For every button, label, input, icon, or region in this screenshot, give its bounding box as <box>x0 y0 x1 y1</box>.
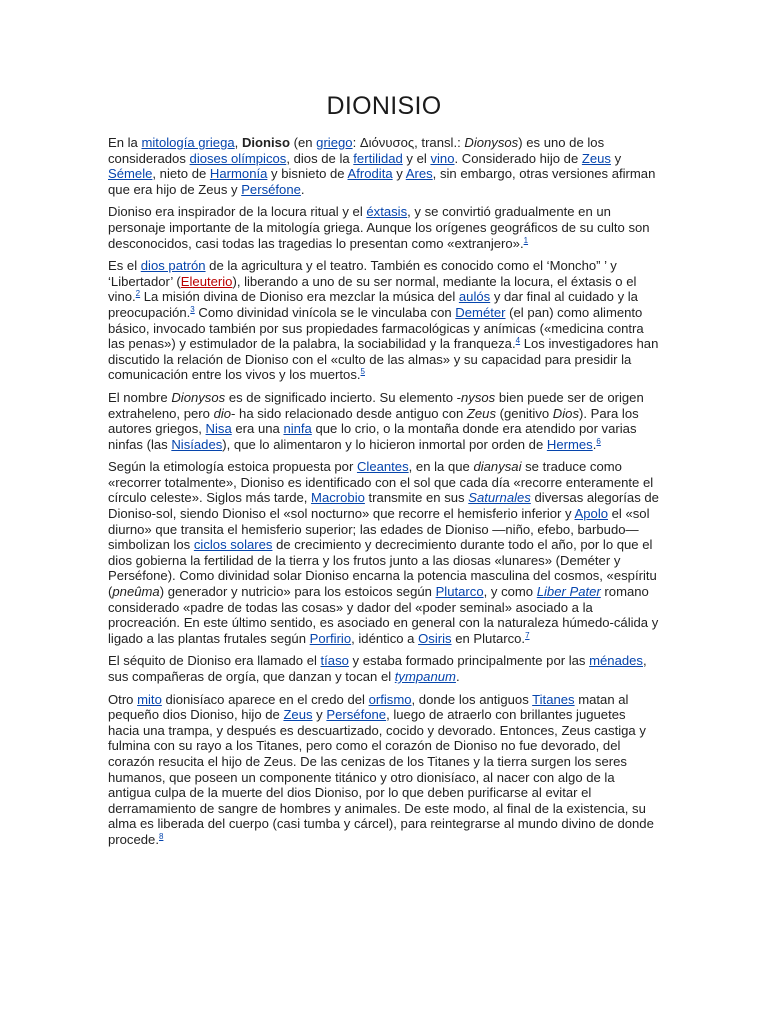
text-run: Como divinidad vinícola se le vinculaba con <box>194 304 456 320</box>
italic-term: pneûma <box>112 584 160 600</box>
text-run: . <box>455 669 460 684</box>
text-run: Dioniso era inspirador de la locura ritual y el <box>108 204 367 220</box>
wiki-link[interactable]: ménades <box>589 653 643 669</box>
text-run: y el <box>402 150 431 166</box>
wiki-link[interactable]: ciclos solares <box>193 537 273 553</box>
wiki-link[interactable]: Apolo <box>574 506 609 522</box>
wiki-link[interactable]: Nisa <box>205 421 232 437</box>
text-run: . <box>300 181 305 197</box>
text-run: , y se convirtió gradualmente en un personaje importante de la mitología griega. Aunque los orígenes geográficos de su culto son desconocidos, casi todas las tragedias lo presentan como «extranjero». <box>108 204 650 251</box>
text-run: y <box>610 150 622 166</box>
italic-term: Zeus <box>466 405 497 421</box>
italic-term: Dionysos <box>464 135 519 150</box>
wiki-link[interactable]: Sémele <box>108 166 153 182</box>
paragraph-1 <box>108 135 660 197</box>
wiki-link[interactable]: Zeus <box>581 150 611 166</box>
italic-term: Dionysos <box>171 389 226 405</box>
wiki-link[interactable]: éxtasis <box>366 204 408 220</box>
footnote-ref[interactable] <box>524 236 528 245</box>
text-run: , en la que <box>408 459 474 475</box>
wiki-link[interactable]: Perséfone <box>241 181 301 197</box>
text-run: . <box>592 436 597 452</box>
wiki-link[interactable]: tíaso <box>320 653 349 669</box>
italic-term: Dios <box>552 405 579 421</box>
text-run: ) es uno de los considerados <box>108 135 605 166</box>
text-run: y <box>312 707 327 723</box>
paragraph-4 <box>108 390 660 452</box>
wiki-link[interactable]: Perséfone <box>326 707 387 723</box>
text-run: ) generador y nutricio» para los estoicos según <box>159 584 436 600</box>
footnote-link[interactable]: 6 <box>596 436 601 446</box>
text-run: El séquito de Dioniso era llamado el <box>108 653 321 669</box>
text-run: (en <box>289 135 317 150</box>
text-run: se traduce como «recorrer totalmente», Dioniso es identificado con el sol que cada día «recorre enteramente el círculo celeste». Siglos más tarde, <box>108 459 654 506</box>
wiki-link[interactable]: vino <box>430 150 455 166</box>
text-run: que lo crio, o la montaña donde era atendido por varias ninfas (las <box>108 421 637 452</box>
text-run: , sin embargo, otras versiones afirman que era hijo de Zeus y <box>108 166 656 197</box>
text-run: - ha sido relacionado desde antiguo con <box>231 405 467 421</box>
text-run: es de significado incierto. Su elemento - <box>225 389 462 405</box>
wiki-link[interactable]: Afrodita <box>347 166 393 182</box>
wiki-link[interactable]: Nisíades <box>171 436 223 452</box>
wiki-link[interactable]: dioses olímpicos <box>189 150 287 166</box>
wiki-link[interactable]: Deméter <box>455 304 506 320</box>
footnote-link[interactable]: 7 <box>525 630 530 640</box>
wiki-link[interactable]: Macrobio <box>311 490 365 506</box>
text-run: Es el <box>108 258 141 274</box>
footnote-ref[interactable] <box>596 437 600 446</box>
text-run: bien puede ser de origen extraheleno, pero <box>108 389 644 421</box>
wiki-link[interactable]: Saturnales <box>468 490 531 506</box>
text-run: Otro <box>108 691 138 707</box>
text-run: , sus compañeras de orgía, que danzan y tocan el <box>108 653 647 684</box>
text-run: : Διόνυσος, transl.: <box>352 135 465 150</box>
wiki-link[interactable]: ninfa <box>283 421 312 437</box>
wiki-link[interactable]: Plutarco <box>435 584 484 600</box>
text-run: el «sol diurno» que transita el hemisferio superior; las edades de Dioniso —niño, efebo, barbudo— simbolizan los <box>108 506 650 553</box>
wiki-link[interactable]: Cleantes <box>356 459 409 475</box>
text-run: en Plutarco. <box>451 630 526 646</box>
italic-term: nysos <box>461 389 496 405</box>
footnote-ref[interactable] <box>159 832 163 841</box>
wiki-link[interactable]: Zeus <box>283 707 313 723</box>
wiki-link[interactable]: tympanum <box>394 669 456 684</box>
text-run: de crecimiento y decrecimiento durante todo el año, por lo que el dios gobierna la fertilidad de la tierra y los frutos junto a las diosas «lunares» (Deméter y Perséfone). Como divinidad solar Dioniso encarna la potencia masculina del cosmos, «espíritu ( <box>108 537 657 600</box>
wiki-link[interactable]: Liber Pater <box>536 584 601 600</box>
text-run: . Considerado hijo de <box>454 150 582 166</box>
text-run: , nieto de <box>152 166 210 182</box>
italic-term: dio <box>213 405 232 421</box>
text-run: matan al pequeño dios Dioniso, hijo de <box>108 691 629 723</box>
footnote-link[interactable]: 3 <box>190 304 195 314</box>
footnote-link[interactable]: 8 <box>158 831 164 841</box>
text-run: , idéntico a <box>351 630 419 646</box>
footnote-ref[interactable] <box>361 367 365 376</box>
wiki-link[interactable]: fertilidad <box>353 150 403 166</box>
footnote-ref[interactable] <box>525 631 529 640</box>
text-run: En la <box>108 135 142 150</box>
paragraph-5 <box>108 459 660 646</box>
wiki-link[interactable]: Harmonía <box>209 166 268 182</box>
wiki-link[interactable]: griego <box>316 135 353 150</box>
wiki-link[interactable]: mitología griega <box>141 135 235 150</box>
text-run: transmite en sus <box>364 490 469 506</box>
footnote-link[interactable]: 5 <box>360 367 365 377</box>
article-body <box>108 135 660 848</box>
text-run: dionisíaco aparece en el credo del <box>161 691 369 707</box>
text-run: , y como <box>483 584 537 600</box>
italic-term: dianysai <box>473 459 522 475</box>
text-run: y <box>392 166 406 182</box>
text-run: y estaba formado principalmente por las <box>348 653 590 669</box>
wiki-link[interactable]: aulós <box>458 289 491 305</box>
footnote-link[interactable]: 4 <box>515 336 521 346</box>
paragraph-3 <box>108 258 660 383</box>
text-run: Según la etimología estoica propuesta por <box>108 459 357 475</box>
wiki-link[interactable]: Titanes <box>532 691 575 707</box>
text-run: La misión divina de Dioniso era mezclar la música del <box>140 289 459 305</box>
text-run: Los investigadores han discutido la relación de Dioniso con el «culto de las almas» y su capacidad para presidir la comunicación entre los vivos y los muertos. <box>108 336 659 383</box>
footnote-link[interactable]: 2 <box>135 289 141 299</box>
text-run: , luego de atraerlo con brillantes juguetes hacia una trampa, y después es descuartizado, cocido y devorado. Entonces, Zeus castiga y fulmina con su rayo a los Titanes, pero como el corazón de Dioniso no fue devorado, del corazón resucita el hijo de Zeus. De las cenizas de los Titanes y la tierra surgen los seres humanos, que poseen un componente titánico y otro dionisíaco, al nacer con algo de la antigua culpa de la muerte del dios Dioniso, por lo que deben purificarse al evitar el derramamiento de sangre de hombres y animales. De este modo, al final de la existencia, su alma es liberada del cuerpo (casi tumba y cárcel), para reintegrarse al mundo divino de donde procede. <box>108 707 654 847</box>
text-run: diversas alegorías de Dioniso-sol, siendo Dioniso el «sol nocturno» que recorre el hemisferio inferior y <box>108 490 659 522</box>
text-run: era una <box>231 421 284 437</box>
page-title: DIONISIO <box>326 92 442 120</box>
bold-term: Dioniso <box>241 135 290 150</box>
footnote-link[interactable]: 1 <box>523 235 529 245</box>
text-run: ). Para los autores griegos, <box>108 405 639 437</box>
text-run: ), liberando a uno de su ser normal, mediante la locura, el éxtasis o el vino. <box>108 273 637 305</box>
text-run: , dios de la <box>286 150 354 166</box>
paragraph-6 <box>108 653 660 684</box>
wiki-link[interactable]: orfismo <box>368 691 412 707</box>
text-run: romano considerado «padre de todas las cosas» y dador del «poder seminal» asociado a la procreación. En este último sentido, es asociado en general con la naturaleza húmedo-cálida y ligado a las plantas frutales según <box>108 584 659 646</box>
wiki-link[interactable]: mito <box>137 691 162 707</box>
wiki-link[interactable]: Osiris <box>418 630 452 646</box>
text-run: El nombre <box>108 389 172 405</box>
wiki-link[interactable]: Hermes <box>546 436 593 452</box>
text-run: de la agricultura y el teatro. También es conocido como el ‘Moncho” ’ y ‘Libertador’ ( <box>108 258 617 289</box>
text-run: , donde los antiguos <box>411 691 533 707</box>
text-run: ), que lo alimentaron y lo hicieron inmortal por orden de <box>222 436 547 452</box>
text-run: y dar final al cuidado y la preocupación. <box>108 289 638 320</box>
text-run: (el pan) como alimento básico, invocado también por sus propiedades farmacológicas y anímicas («medicina contra las penas») y estimulador de la palabra, la sociabilidad y la franqueza. <box>108 304 644 352</box>
paragraph-2 <box>108 204 660 251</box>
paragraph-7 <box>108 692 660 848</box>
text-run: , <box>234 135 242 150</box>
wiki-link[interactable]: Eleuterio <box>180 273 233 289</box>
text-run: (genitivo <box>496 405 553 421</box>
wiki-link[interactable]: Porfirio <box>309 630 352 646</box>
wiki-link[interactable]: Ares <box>405 166 433 182</box>
text-run: y bisnieto de <box>267 166 348 182</box>
wiki-link[interactable]: dios patrón <box>140 258 206 274</box>
